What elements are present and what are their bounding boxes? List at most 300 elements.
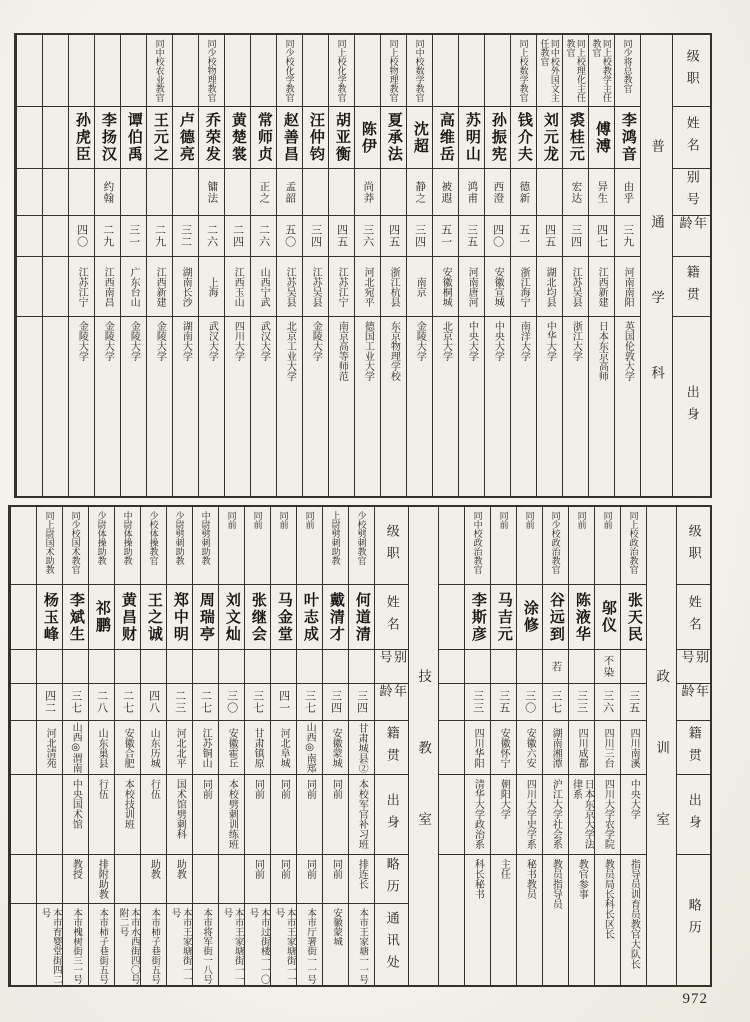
origin-cell (439, 721, 464, 775)
education-cell: 北京工业大学 (284, 321, 296, 381)
age-cell: 三四 (563, 216, 588, 257)
rank-cell (11, 507, 36, 585)
age-cell: 四〇 (69, 216, 94, 257)
career-cell (219, 855, 244, 904)
career-cell: 主任 (498, 859, 510, 879)
table-column (542, 507, 568, 985)
education-cell: 本校技训班 (115, 775, 140, 855)
education-cell: 浙江大学 (570, 321, 582, 361)
age-cell: 四二 (37, 684, 62, 721)
rank-cell (173, 35, 198, 107)
table-column (328, 35, 354, 496)
name-cell: 周瑞亭 (193, 585, 218, 650)
origin-cell: 江苏吴县 (563, 257, 588, 317)
origin-cell (43, 257, 68, 317)
origin-cell: 江苏吴县 (277, 257, 302, 317)
name-cell: 邬仪 (595, 585, 620, 650)
table-column (172, 35, 198, 496)
age-cell: 二七 (193, 684, 218, 721)
rank-cell: 同上校教学主任教官 (589, 35, 614, 107)
name-cell: 马吉元 (491, 585, 516, 650)
alias-cell: 德新 (511, 169, 536, 216)
alias-cell: 若 (543, 650, 568, 684)
education-cell (17, 317, 42, 496)
alias-cell (225, 169, 250, 216)
alias-cell: 被遐 (433, 169, 458, 216)
name-cell: 常师贞 (251, 107, 276, 169)
header-career: 略历 (686, 898, 702, 942)
header-origin: 籍贯 (677, 721, 710, 775)
name-cell (439, 585, 464, 650)
rank-cell: 同上校理化主任教官 (563, 35, 588, 107)
career-cell (439, 855, 464, 985)
career-cell (115, 855, 140, 904)
alias-cell: 孟韶 (277, 169, 302, 216)
origin-cell: 山西宁武 (251, 257, 276, 317)
rank-cell: 少尉体操助教 (89, 507, 114, 585)
section-title: 技教室 (416, 668, 432, 884)
address-cell (11, 904, 36, 984)
header-name: 姓名 (375, 585, 408, 650)
header-alias: 别号 (375, 650, 408, 684)
name-cell: 李扬汉 (95, 107, 120, 169)
section-title: 政训室 (654, 668, 670, 884)
education-cell: 清华大学政治系 (465, 775, 490, 855)
alias-cell (141, 650, 166, 684)
table-column (166, 507, 192, 985)
education-cell (37, 775, 62, 855)
header-career: 略历 (375, 855, 408, 904)
education-cell: 金陵大学 (154, 321, 166, 361)
name-cell: 钱介夫 (511, 107, 536, 169)
table-column (114, 507, 140, 985)
rank-cell: 同中校政治教官 (465, 507, 490, 585)
education-cell: 行伍 (89, 775, 114, 855)
rank-cell: 上尉劈刺助教 (323, 507, 348, 585)
rank-cell (17, 35, 42, 107)
rank-cell: 同前 (271, 507, 296, 585)
alias-cell (37, 650, 62, 684)
rank-cell: 同前 (595, 507, 620, 585)
origin-cell: 江西新建 (147, 257, 172, 317)
name-cell: 孙振宪 (485, 107, 510, 169)
age-cell: 四五 (329, 216, 354, 257)
address-cell: 本市厅署街一一号 (305, 908, 316, 984)
career-cell: 同前 (297, 855, 322, 904)
alias-cell (621, 650, 646, 684)
origin-cell: 四川成都 (569, 721, 594, 775)
address-cell: 本市王家塘一一号 (357, 908, 368, 984)
table-column (490, 507, 516, 985)
header-column (374, 507, 408, 985)
table-column (140, 507, 166, 985)
education-cell: 同前 (193, 775, 218, 855)
origin-cell: 安徽怀宁 (491, 721, 516, 775)
origin-cell: 安徽蒙城 (323, 721, 348, 775)
rank-cell: 同前 (219, 507, 244, 585)
rank-cell: 同中校数学教官 (407, 35, 432, 107)
table-column (458, 35, 484, 496)
alias-cell (569, 650, 594, 684)
name-cell: 张继会 (245, 585, 270, 650)
education-cell: 本校军官补习班 (349, 775, 374, 855)
address-cell: 本市王家塘街一一号 (273, 908, 295, 984)
education-cell: 中央大学 (621, 775, 646, 855)
table-column (594, 507, 620, 985)
rank-cell: 同前 (245, 507, 270, 585)
name-cell: 谭伯禹 (121, 107, 146, 169)
career-cell: 助教 (141, 855, 166, 904)
origin-cell: 江苏吴县 (303, 257, 328, 317)
origin-cell: 江苏江宁 (69, 257, 94, 317)
rank-cell: 同少将总教官 (615, 35, 640, 107)
header-origin: 籍贯 (375, 721, 408, 775)
name-cell: 张天民 (621, 585, 646, 650)
alias-cell (323, 650, 348, 684)
age-cell: 三〇 (219, 684, 244, 721)
table-column (510, 35, 536, 496)
career-cell: 教官参事 (576, 859, 588, 899)
age-cell: 二九 (95, 216, 120, 257)
table-column (270, 507, 296, 985)
career-cell: 同前 (245, 855, 270, 904)
header-name: 姓名 (677, 585, 710, 650)
education-cell: 金陵大学 (128, 321, 140, 361)
table-column (68, 35, 94, 496)
rank-cell: 中尉体操助教 (115, 507, 140, 585)
header-name: 姓名 (673, 107, 710, 169)
rank-cell: 同少校政治教官 (543, 507, 568, 585)
alias-cell (381, 169, 406, 216)
age-cell (17, 216, 42, 257)
rank-cell: 同少校国术教官 (63, 507, 88, 585)
education-cell: 中央国术馆 (63, 775, 88, 855)
rank-cell: 同少校物理教官 (199, 35, 224, 107)
section-title: 普通学科 (649, 138, 665, 441)
origin-cell: 河南南阳 (615, 257, 640, 317)
education-cell: 金陵大学 (76, 321, 88, 361)
address-cell: 本市过街楼一一〇号 (247, 908, 269, 984)
career-cell: 教员局长科长区长 (602, 859, 614, 939)
origin-cell: 上海 (199, 257, 224, 317)
alias-cell (491, 650, 516, 684)
name-cell: 谷远到 (543, 585, 568, 650)
table-column (88, 507, 114, 985)
career-cell: 排连长 (349, 855, 374, 904)
age-cell: 二八 (89, 684, 114, 721)
origin-cell: 四川南溪 (621, 721, 646, 775)
education-cell: 日本东京大学法律系 (569, 775, 594, 855)
rank-cell (355, 35, 380, 107)
rank-cell: 少校劈刺教官 (349, 507, 374, 585)
general-subjects-table (14, 33, 712, 498)
age-cell (43, 216, 68, 257)
name-cell: 祁鹏 (89, 585, 114, 650)
name-cell: 郑中明 (167, 585, 192, 650)
name-cell (17, 107, 42, 169)
section-title-column (646, 507, 676, 985)
name-cell: 何道清 (349, 585, 374, 650)
name-cell (11, 585, 36, 650)
name-cell: 李斯彦 (465, 585, 490, 650)
header-age: 年龄 (673, 216, 710, 257)
alias-cell: 镛法 (199, 169, 224, 216)
alias-cell (465, 650, 490, 684)
rank-cell: 同前 (491, 507, 516, 585)
age-cell: 三九 (615, 216, 640, 257)
alias-cell: 异生 (589, 169, 614, 216)
education-cell (43, 317, 68, 496)
name-cell: 傅溥 (589, 107, 614, 169)
origin-cell: 湖南湘潭 (543, 721, 568, 775)
header-address: 通讯处 (384, 911, 400, 977)
name-cell: 戴清才 (323, 585, 348, 650)
alias-cell (349, 650, 374, 684)
career-cell: 教授 (63, 855, 88, 904)
education-cell: 同前 (297, 775, 322, 855)
origin-cell: 江西玉山 (225, 257, 250, 317)
table-column (224, 35, 250, 496)
education-cell: 湖南大学 (180, 321, 192, 361)
table-column (62, 507, 88, 985)
age-cell: 三七 (245, 684, 270, 721)
header-alias: 别号 (677, 650, 710, 684)
alias-cell (517, 650, 542, 684)
table-column (276, 35, 302, 496)
origin-cell: 广东台山 (121, 257, 146, 317)
rank-cell: 同上校数学教官 (511, 35, 536, 107)
age-cell (11, 684, 36, 721)
alias-cell (173, 169, 198, 216)
table-column (354, 35, 380, 496)
name-cell: 高维岳 (433, 107, 458, 169)
rank-cell: 同上校政治教官 (621, 507, 646, 585)
origin-cell: 四川三台 (595, 721, 620, 775)
name-cell: 杨玉峰 (37, 585, 62, 650)
origin-cell: 河北阜城 (271, 721, 296, 775)
name-cell: 叶志成 (297, 585, 322, 650)
rank-cell: 同上校物理教官 (381, 35, 406, 107)
age-cell: 四八 (141, 684, 166, 721)
address-cell: 本市王家塘街一一号 (221, 908, 243, 984)
name-cell: 王元之 (147, 107, 172, 169)
career-cell (193, 855, 218, 904)
career-cell: 教员指导员 (550, 859, 562, 909)
address-cell: 本市柿子巷街五号 (97, 908, 108, 984)
table-column (536, 35, 562, 496)
rank-cell (43, 35, 68, 107)
alias-cell: 静之 (407, 169, 432, 216)
education-cell: 武汉大学 (206, 321, 218, 361)
origin-cell: 山西◎南郑 (297, 721, 322, 775)
alias-cell: 宏达 (563, 169, 588, 216)
age-cell (439, 684, 464, 721)
address-cell: 本市育婴堂街四二号 (39, 908, 61, 984)
age-cell: 二七 (115, 684, 140, 721)
education-cell: 四川大学 (232, 321, 244, 361)
rank-cell: 少尉劈刺助教 (167, 507, 192, 585)
table-column (588, 35, 614, 496)
section-title-column (640, 35, 672, 496)
education-cell: 中央大学 (466, 321, 478, 361)
age-cell: 三四 (303, 216, 328, 257)
table-column (198, 35, 224, 496)
table-column (146, 35, 172, 496)
origin-cell: 浙江海宁 (511, 257, 536, 317)
table-column (516, 507, 542, 985)
alias-cell (303, 169, 328, 216)
name-cell: 赵善昌 (277, 107, 302, 169)
alias-cell (11, 650, 36, 684)
origin-cell: 河北宛平 (355, 257, 380, 317)
education-cell: 德国工业大学 (362, 321, 374, 381)
name-cell: 苏明山 (459, 107, 484, 169)
rank-cell (433, 35, 458, 107)
alias-cell (69, 169, 94, 216)
table-column (614, 35, 640, 496)
age-cell: 三二 (173, 216, 198, 257)
header-origin: 籍贯 (673, 257, 710, 317)
age-cell: 三六 (355, 216, 380, 257)
alias-cell: 不染 (595, 650, 620, 684)
table-column (296, 507, 322, 985)
origin-cell: 江苏江宁 (329, 257, 354, 317)
age-cell: 三七 (543, 684, 568, 721)
origin-cell: 江西南昌 (95, 257, 120, 317)
education-cell: 国术馆劈刺科 (167, 775, 192, 855)
education-cell: 金陵大学 (102, 321, 114, 361)
table-column (620, 507, 646, 985)
alias-cell: 西澄 (485, 169, 510, 216)
career-cell: 排附助教 (89, 855, 114, 904)
name-cell: 汪仲钧 (303, 107, 328, 169)
alias-cell (121, 169, 146, 216)
name-cell: 涂修 (517, 585, 542, 650)
education-cell: 中华大学 (544, 321, 556, 361)
age-cell: 三五 (491, 684, 516, 721)
header-rank: 级职 (375, 507, 408, 585)
name-cell: 王之诚 (141, 585, 166, 650)
age-cell: 五〇 (277, 216, 302, 257)
header-rank: 级职 (677, 507, 710, 585)
origin-cell: 甘肃镇原 (245, 721, 270, 775)
name-cell: 李斌生 (63, 585, 88, 650)
origin-cell: 安徽霍丘 (219, 721, 244, 775)
rank-cell: 同中校外国文主任教官 (537, 35, 562, 107)
address-cell: 本市水西街四〇号附二号 (117, 908, 139, 984)
education-cell: 金陵大学 (414, 321, 426, 361)
education-cell: 日本东京高师 (596, 321, 608, 381)
origin-cell: 湖南长沙 (173, 257, 198, 317)
table-column (568, 507, 594, 985)
career-cell (11, 855, 36, 904)
header-alias: 别号 (673, 169, 710, 216)
age-cell: 四五 (537, 216, 562, 257)
rank-cell (303, 35, 328, 107)
rank-cell (485, 35, 510, 107)
name-cell: 卢德亮 (173, 107, 198, 169)
career-cell: 同前 (271, 855, 296, 904)
origin-cell: 河北北平 (167, 721, 192, 775)
age-cell: 三五 (621, 684, 646, 721)
age-cell: 四七 (589, 216, 614, 257)
table-column (302, 35, 328, 496)
age-cell: 三四 (407, 216, 432, 257)
age-cell: 二九 (147, 216, 172, 257)
age-cell: 三四 (323, 684, 348, 721)
alias-cell: 正之 (251, 169, 276, 216)
age-cell: 三三 (465, 684, 490, 721)
alias-cell (439, 650, 464, 684)
header-age: 年龄 (677, 684, 710, 721)
career-cell: 科长秘书 (472, 859, 484, 899)
address-cell: 本市王家塘街一一号 (169, 908, 191, 984)
alias-cell (17, 169, 42, 216)
career-cell: 助教 (167, 855, 192, 904)
rank-cell: 同少校化学教官 (277, 35, 302, 107)
rank-cell (121, 35, 146, 107)
table-column (218, 507, 244, 985)
table-column (192, 507, 218, 985)
empty-column (10, 507, 36, 985)
alias-cell: 尚莽 (355, 169, 380, 216)
age-cell: 三六 (595, 684, 620, 721)
age-cell: 四五 (381, 216, 406, 257)
education-cell (439, 775, 464, 855)
empty-column (42, 35, 68, 496)
rank-cell (69, 35, 94, 107)
name-cell (43, 107, 68, 169)
rank-cell: 少校体操教官 (141, 507, 166, 585)
name-cell: 黄昌财 (115, 585, 140, 650)
alias-cell (115, 650, 140, 684)
rank-cell: 同上校化学教官 (329, 35, 354, 107)
name-cell: 胡亚衡 (329, 107, 354, 169)
header-education: 出身 (684, 384, 700, 429)
table-column (348, 507, 374, 985)
origin-cell: 江苏铜山 (193, 721, 218, 775)
origin-cell: 河南唐河 (459, 257, 484, 317)
age-cell: 三一 (121, 216, 146, 257)
origin-cell: 甘肃城县② (349, 721, 374, 775)
header-column (672, 35, 710, 496)
origin-cell: 山西◎渭南 (63, 721, 88, 775)
alias-cell (193, 650, 218, 684)
name-cell: 孙虎臣 (69, 107, 94, 169)
table-column (244, 507, 270, 985)
education-cell: 武汉大学 (258, 321, 270, 361)
education-cell: 四川大学农学院 (595, 775, 620, 855)
career-cell: 指导员训育员教官大队长 (628, 859, 640, 969)
career-cell: 同前 (323, 855, 348, 904)
age-cell: 三三 (569, 684, 594, 721)
name-cell: 刘元龙 (537, 107, 562, 169)
name-cell: 马金堂 (271, 585, 296, 650)
education-cell: 同前 (271, 775, 296, 855)
table-column (562, 35, 588, 496)
age-cell: 二三 (167, 684, 192, 721)
table-column (36, 507, 62, 985)
rank-cell (251, 35, 276, 107)
origin-cell: 江西新建 (589, 257, 614, 317)
empty-column (16, 35, 42, 496)
alias-cell: 约翰 (95, 169, 120, 216)
age-cell: 三七 (63, 684, 88, 721)
alias-cell (167, 650, 192, 684)
name-cell: 陈伊 (355, 107, 380, 169)
alias-cell (245, 650, 270, 684)
education-cell: 四川大学史学系 (517, 775, 542, 855)
